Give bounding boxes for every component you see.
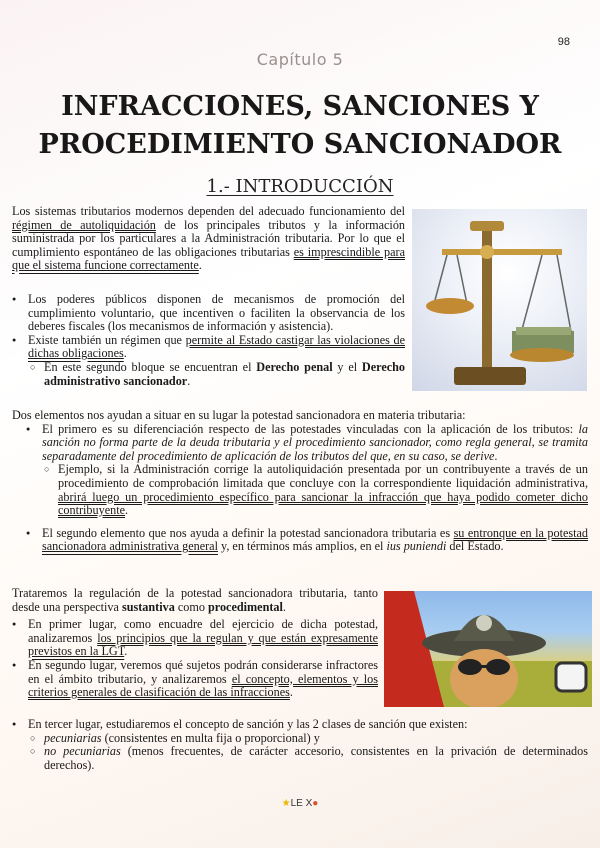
- list-item: ● Existe también un régimen que permite al Estado castigar las violaciones de dichas obligaciones.: [12, 334, 405, 361]
- star-icon: ★: [281, 798, 291, 809]
- list-item: ○ En este segundo bloque se encuentran el Derecho penal y el Derecho administrativo sancionador.: [28, 361, 405, 388]
- list-item: ○ pecuniarias (consistentes en multa fija o proporcional) y: [28, 732, 588, 746]
- regulation-block: [12, 587, 378, 700]
- list-item: ○ Ejemplo, si la Administración corrige la autoliquidación presentada por un contribuyente a través de un procedimiento de comprobación limitada que concluye con la correspondiente liquidación administrativa, abrirá luego un procedimiento específico para sancionar la infracción que haya podido cometer dicho contribuyente.: [42, 463, 588, 517]
- regulation-paragraph: Trataremos la regulación de la potestad sancionadora tributaria, tanto desde una perspectiva sustantiva como procedimental.: [12, 586, 378, 614]
- title-line-2: PROCEDIMIENTO SANCIONADOR: [38, 129, 562, 160]
- sanctions-block: [12, 718, 588, 772]
- scales-of-justice-image: [412, 209, 587, 391]
- footer-logo: [0, 798, 600, 809]
- list-item: ● El segundo elemento que nos ayuda a definir la potestad sancionadora tributaria es su entronque en la potestad sancionadora administrativa general y, en términos más amplios, en el ius puniendi del Estado.: [26, 527, 588, 554]
- page-number: 98: [557, 36, 570, 48]
- page-title: [0, 88, 600, 164]
- two-elements-paragraph: Dos elementos nos ayudan a situar en su lugar la potestad sancionadora en materia tributaria:: [12, 408, 466, 422]
- cat-with-hat-image: [384, 591, 592, 707]
- drop-icon: ●: [312, 798, 319, 809]
- intro-block: [12, 205, 405, 273]
- list-item: ● El primero es su diferenciación respecto de las potestades vinculadas con la aplicación de los tributos: la sanción no forma parte de la deuda tributaria y el procedimiento sancionador, como regla general, se tramita separadamente del procedimiento de aplicación de los tributos del que, en su caso, se derive.: [26, 423, 588, 464]
- section-title: 1.- INTRODUCCIÓN: [206, 176, 394, 197]
- intro-paragraph: Los sistemas tributarios modernos dependen del adecuado funcionamiento del régimen de autoliquidación de los principales tributos y la información suministrada por los particulares a la Administración tributaria. Por lo que el cumplimiento espontáneo de las obligaciones tributarias es imprescindible para que el sistema funcione correctamente.: [12, 204, 406, 273]
- list-item: ○ no pecuniarias (menos frecuentes, de carácter accesorio, consistentes en la privación de determinados derechos).: [28, 745, 588, 772]
- list-item: ● Los poderes públicos disponen de mecanismos de promoción del cumplimiento voluntario, que incentiven o faciliten la observancia de los deberes fiscales (los mecanismos de información y asistencia).: [12, 293, 405, 334]
- bullets-block-1: [12, 293, 405, 388]
- elements-block: [12, 409, 588, 554]
- list-item: ● En primer lugar, como encuadre del ejercicio de dicha potestad, analizaremos los principios que la regulan y que están expresamente previstos en la LGT.: [12, 618, 378, 659]
- title-line-1: INFRACCIONES, SANCIONES Y: [61, 91, 539, 122]
- chapter-label: Capítulo 5: [256, 50, 344, 69]
- list-item: ● En tercer lugar, estudiaremos el concepto de sanción y las 2 clases de sanción que existen:: [12, 718, 588, 732]
- footer-text: LE X: [290, 798, 313, 809]
- list-item: ● En segundo lugar, veremos qué sujetos podrán considerarse infractores en el ámbito tributario, y analizaremos el concepto, elementos y los criterios generales de clasificación de las infracciones.: [12, 659, 378, 700]
